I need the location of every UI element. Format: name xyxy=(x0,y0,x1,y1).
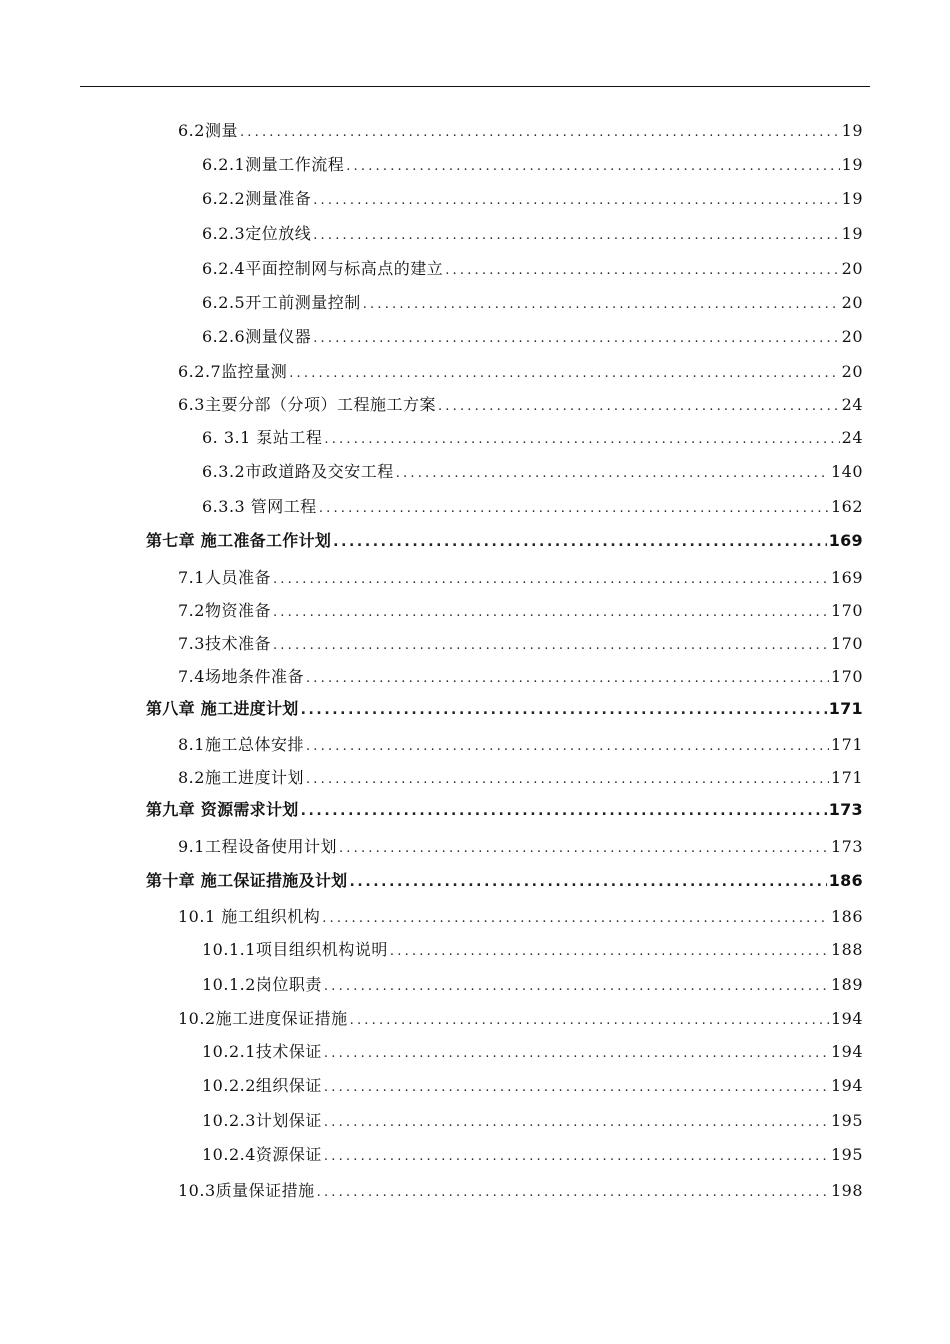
toc-entry[interactable] xyxy=(202,152,863,176)
toc-entry-page-number: 171 xyxy=(830,768,863,787)
toc-entry-title: 10.2施工进度保证措施 xyxy=(178,1009,348,1028)
toc-entry[interactable] xyxy=(178,118,863,142)
toc-entry-title: 7.1人员准备 xyxy=(178,568,271,587)
dot-leader xyxy=(324,1149,829,1164)
toc-entry-title: 6.2.7监控量测 xyxy=(178,362,288,381)
dot-leader xyxy=(350,1013,829,1028)
toc-entry[interactable] xyxy=(202,972,863,996)
dot-leader xyxy=(240,125,840,140)
toc-entry-page-number: 186 xyxy=(830,907,863,926)
dot-leader xyxy=(289,366,839,381)
toc-entry-title: 6.3主要分部（分项）工程施工方案 xyxy=(178,395,436,414)
toc-entry[interactable] xyxy=(202,425,863,449)
toc-entry-title: 6. 3.1 泵站工程 xyxy=(202,428,323,447)
toc-entry-page-number: 170 xyxy=(830,667,863,686)
dot-leader xyxy=(324,979,829,994)
dot-leader xyxy=(445,263,839,278)
toc-entry-page-number: 173 xyxy=(828,800,863,819)
toc-entry-title: 第十章 施工保证措施及计划 xyxy=(146,871,348,890)
toc-entry-page-number: 198 xyxy=(830,1181,863,1200)
toc-entry-page-number: 19 xyxy=(841,121,863,140)
toc-chapter-entry[interactable] xyxy=(146,696,863,720)
dot-leader xyxy=(346,159,839,174)
toc-entry-title: 10.1.2岗位职责 xyxy=(202,975,322,994)
toc-entry[interactable] xyxy=(178,904,863,928)
toc-entry-title: 7.2物资准备 xyxy=(178,601,271,620)
toc-entry[interactable] xyxy=(178,765,863,789)
toc-entry[interactable] xyxy=(202,324,863,348)
dot-leader xyxy=(324,1046,829,1061)
toc-chapter-entry[interactable] xyxy=(146,528,863,552)
dot-leader xyxy=(324,1115,829,1130)
toc-chapter-entry[interactable] xyxy=(146,868,863,892)
toc-entry-title: 8.2施工进度计划 xyxy=(178,768,304,787)
toc-entry[interactable] xyxy=(202,1039,863,1063)
toc-entry-title: 10.3质量保证措施 xyxy=(178,1181,315,1200)
dot-leader xyxy=(390,944,829,959)
toc-entry[interactable] xyxy=(178,565,863,589)
toc-entry-title: 第九章 资源需求计划 xyxy=(146,800,299,819)
toc-entry-page-number: 194 xyxy=(830,1076,863,1095)
toc-entry-page-number: 20 xyxy=(841,293,863,312)
toc-entry[interactable] xyxy=(178,834,863,858)
dot-leader xyxy=(301,702,827,718)
toc-entry-title: 7.3技术准备 xyxy=(178,634,271,653)
toc-chapter-entry[interactable] xyxy=(146,797,863,821)
toc-entry-title: 第七章 施工准备工作计划 xyxy=(146,531,332,550)
toc-entry[interactable] xyxy=(178,1178,863,1202)
toc-entry-page-number: 20 xyxy=(841,327,863,346)
toc-entry[interactable] xyxy=(178,359,863,383)
dot-leader xyxy=(306,772,829,787)
toc-entry[interactable] xyxy=(178,392,863,416)
toc-entry-page-number: 188 xyxy=(830,940,863,959)
dot-leader xyxy=(333,534,827,550)
dot-leader xyxy=(339,841,829,856)
toc-entry[interactable] xyxy=(202,1073,863,1097)
toc-entry-page-number: 169 xyxy=(828,531,863,550)
toc-entry-page-number: 195 xyxy=(830,1145,863,1164)
toc-entry-page-number: 24 xyxy=(841,428,863,447)
toc-entry-title: 6.3.3 管网工程 xyxy=(202,497,317,516)
toc-entry[interactable] xyxy=(202,494,863,518)
toc-entry-page-number: 173 xyxy=(830,837,863,856)
dot-leader xyxy=(363,297,840,312)
toc-entry-title: 6.2.1测量工作流程 xyxy=(202,155,345,174)
toc-entry-title: 8.1施工总体安排 xyxy=(178,735,304,754)
dot-leader xyxy=(273,638,829,653)
toc-entry-title: 6.2测量 xyxy=(178,121,238,140)
toc-entry[interactable] xyxy=(202,937,863,961)
dot-leader xyxy=(396,466,829,481)
toc-entry[interactable] xyxy=(202,1108,863,1132)
toc-entry-page-number: 20 xyxy=(841,259,863,278)
toc-entry-title: 10.1 施工组织机构 xyxy=(178,907,321,926)
toc-entry-page-number: 20 xyxy=(841,362,863,381)
toc-entry-title: 6.2.4平面控制网与标高点的建立 xyxy=(202,259,444,278)
toc-entry-title: 6.3.2市政道路及交安工程 xyxy=(202,462,394,481)
dot-leader xyxy=(438,399,840,414)
toc-entry-page-number: 170 xyxy=(830,601,863,620)
toc-entry-title: 10.2.2组织保证 xyxy=(202,1076,322,1095)
toc-entry-page-number: 189 xyxy=(830,975,863,994)
toc-entry-page-number: 194 xyxy=(830,1009,863,1028)
toc-entry-title: 6.2.5开工前测量控制 xyxy=(202,293,361,312)
toc-entry-title: 10.2.4资源保证 xyxy=(202,1145,322,1164)
toc-entry-page-number: 171 xyxy=(830,735,863,754)
dot-leader xyxy=(324,432,839,447)
toc-entry-page-number: 19 xyxy=(841,155,863,174)
toc-entry[interactable] xyxy=(178,631,863,655)
toc-entry[interactable] xyxy=(178,664,863,688)
toc-entry-title: 6.2.6测量仪器 xyxy=(202,327,312,346)
toc-entry[interactable] xyxy=(202,290,863,314)
toc-entry-page-number: 195 xyxy=(830,1111,863,1130)
toc-entry[interactable] xyxy=(178,732,863,756)
toc-entry-page-number: 162 xyxy=(830,497,863,516)
toc-entry[interactable] xyxy=(202,459,863,483)
dot-leader xyxy=(322,911,829,926)
toc-entry[interactable] xyxy=(202,186,863,210)
toc-entry-page-number: 140 xyxy=(830,462,863,481)
toc-entry-title: 6.2.2测量准备 xyxy=(202,189,312,208)
toc-entry[interactable] xyxy=(202,1142,863,1166)
toc-entry[interactable] xyxy=(178,1006,863,1030)
toc-entry-page-number: 24 xyxy=(841,395,863,414)
toc-entry-title: 10.1.1项目组织机构说明 xyxy=(202,940,388,959)
toc-entry-title: 第八章 施工进度计划 xyxy=(146,699,299,718)
toc-entry-title: 7.4场地条件准备 xyxy=(178,667,304,686)
dot-leader xyxy=(313,228,839,243)
toc-entry-title: 10.2.1技术保证 xyxy=(202,1042,322,1061)
toc-entry[interactable] xyxy=(202,256,863,280)
dot-leader xyxy=(306,739,829,754)
header-rule xyxy=(80,86,870,87)
toc-entry-title: 10.2.3计划保证 xyxy=(202,1111,322,1130)
dot-leader xyxy=(301,803,827,819)
toc-entry-page-number: 171 xyxy=(828,699,863,718)
dot-leader xyxy=(306,671,829,686)
dot-leader xyxy=(349,874,826,890)
toc-entry-page-number: 169 xyxy=(830,568,863,587)
toc-entry[interactable] xyxy=(178,598,863,622)
dot-leader xyxy=(273,572,829,587)
dot-leader xyxy=(317,1185,829,1200)
toc-entry-page-number: 194 xyxy=(830,1042,863,1061)
dot-leader xyxy=(313,331,839,346)
dot-leader xyxy=(313,193,839,208)
toc-entry-title: 9.1工程设备使用计划 xyxy=(178,837,337,856)
toc-entry-page-number: 19 xyxy=(841,189,863,208)
toc-entry[interactable] xyxy=(202,221,863,245)
toc-entry-page-number: 170 xyxy=(830,634,863,653)
dot-leader xyxy=(324,1080,829,1095)
dot-leader xyxy=(273,605,829,620)
toc-entry-page-number: 19 xyxy=(841,224,863,243)
toc-entry-title: 6.2.3定位放线 xyxy=(202,224,312,243)
dot-leader xyxy=(319,501,829,516)
toc-entry-page-number: 186 xyxy=(828,871,863,890)
